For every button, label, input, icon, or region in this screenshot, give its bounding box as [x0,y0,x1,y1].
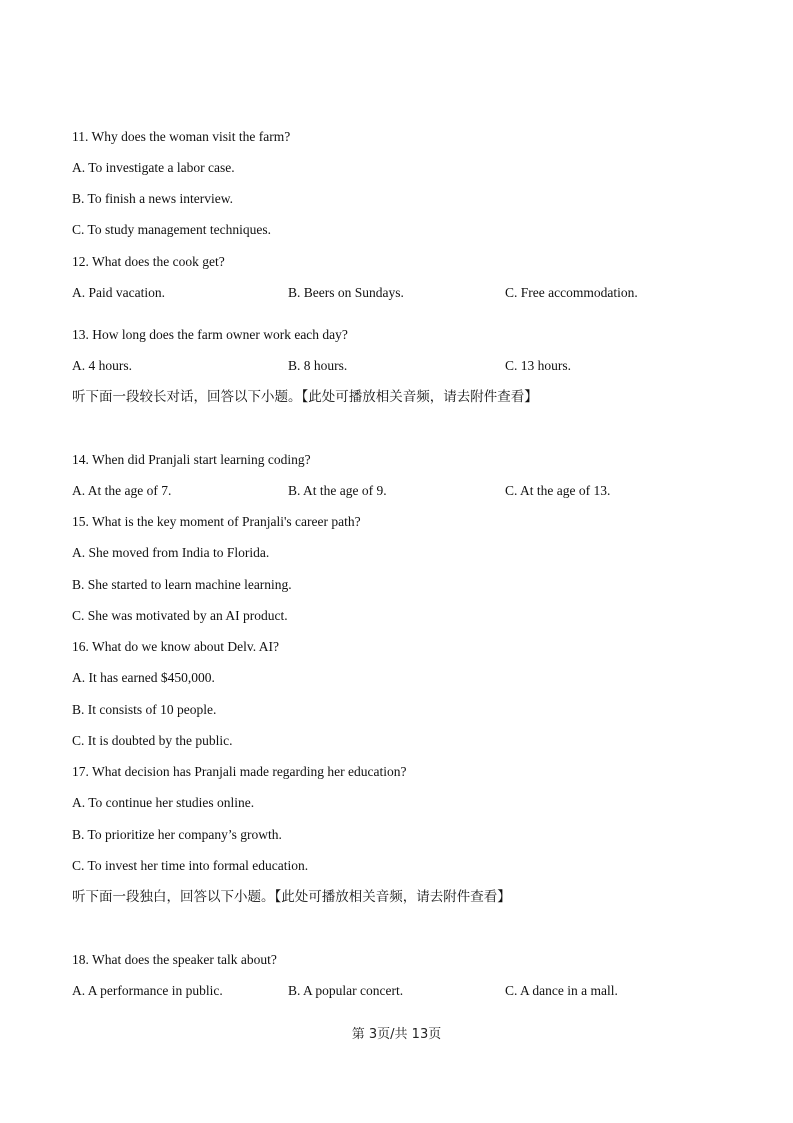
question-12-option-c: C. Free accommodation. [505,285,638,300]
question-15-option-b: B. She started to learn machine learning. [72,577,292,592]
question-12-option-b: B. Beers on Sundays. [288,285,404,300]
question-14-option-b: B. At the age of 9. [288,483,387,498]
question-11-option-b: B. To finish a news interview. [72,191,234,206]
question-17-option-a: A. To continue her studies online. [72,795,255,810]
dialogue-instruction: 听下面一段较长对话，回答以下小题。【此处可播放相关音频，请去附件查看】 [72,389,538,405]
question-15-option-a: A. She moved from India to Florida. [72,545,270,560]
question-18-option-b: B. A popular concert. [288,983,404,998]
question-16-option-a: A. It has earned $450,000. [72,670,215,685]
question-14-option-a: A. At the age of 7. [72,483,172,498]
monologue-instruction: 听下面一段独白，回答以下小题。【此处可播放相关音频，请去附件查看】 [72,889,511,905]
question-12-option-a: A. Paid vacation. [72,285,165,300]
page-number-footer: 第 3页/共 13页 [351,1027,442,1042]
question-13-option-a: A. 4 hours. [72,358,132,373]
question-11-stem: 11. Why does the woman visit the farm? [72,129,291,144]
question-18-stem: 18. What does the speaker talk about? [72,952,277,967]
question-18-option-c: C. A dance in a mall. [505,983,618,998]
question-11-option-a: A. To investigate a labor case. [72,160,235,175]
question-12-stem: 12. What does the cook get? [72,254,225,269]
question-11-option-c: C. To study management techniques. [72,222,272,237]
question-15-option-c: C. She was motivated by an AI product. [72,608,288,623]
question-16-option-c: C. It is doubted by the public. [72,733,233,748]
question-13-option-b: B. 8 hours. [288,358,348,373]
question-17-option-b: B. To prioritize her company’s growth. [72,827,282,842]
question-15-stem: 15. What is the key moment of Pranjali's career path? [72,514,361,529]
question-14-stem: 14. When did Pranjali start learning coding? [72,452,311,467]
question-18-option-a: A. A performance in public. [72,983,223,998]
question-16-option-b: B. It consists of 10 people. [72,702,217,717]
question-16-stem: 16. What do we know about Delv. AI? [72,639,279,654]
question-17-option-c: C. To invest her time into formal education. [72,858,309,873]
question-13-option-c: C. 13 hours. [505,358,572,373]
question-14-option-c: C. At the age of 13. [505,483,611,498]
question-13-stem: 13. How long does the farm owner work each day? [72,327,348,342]
question-17-stem: 17. What decision has Pranjali made regarding her education? [72,764,407,779]
